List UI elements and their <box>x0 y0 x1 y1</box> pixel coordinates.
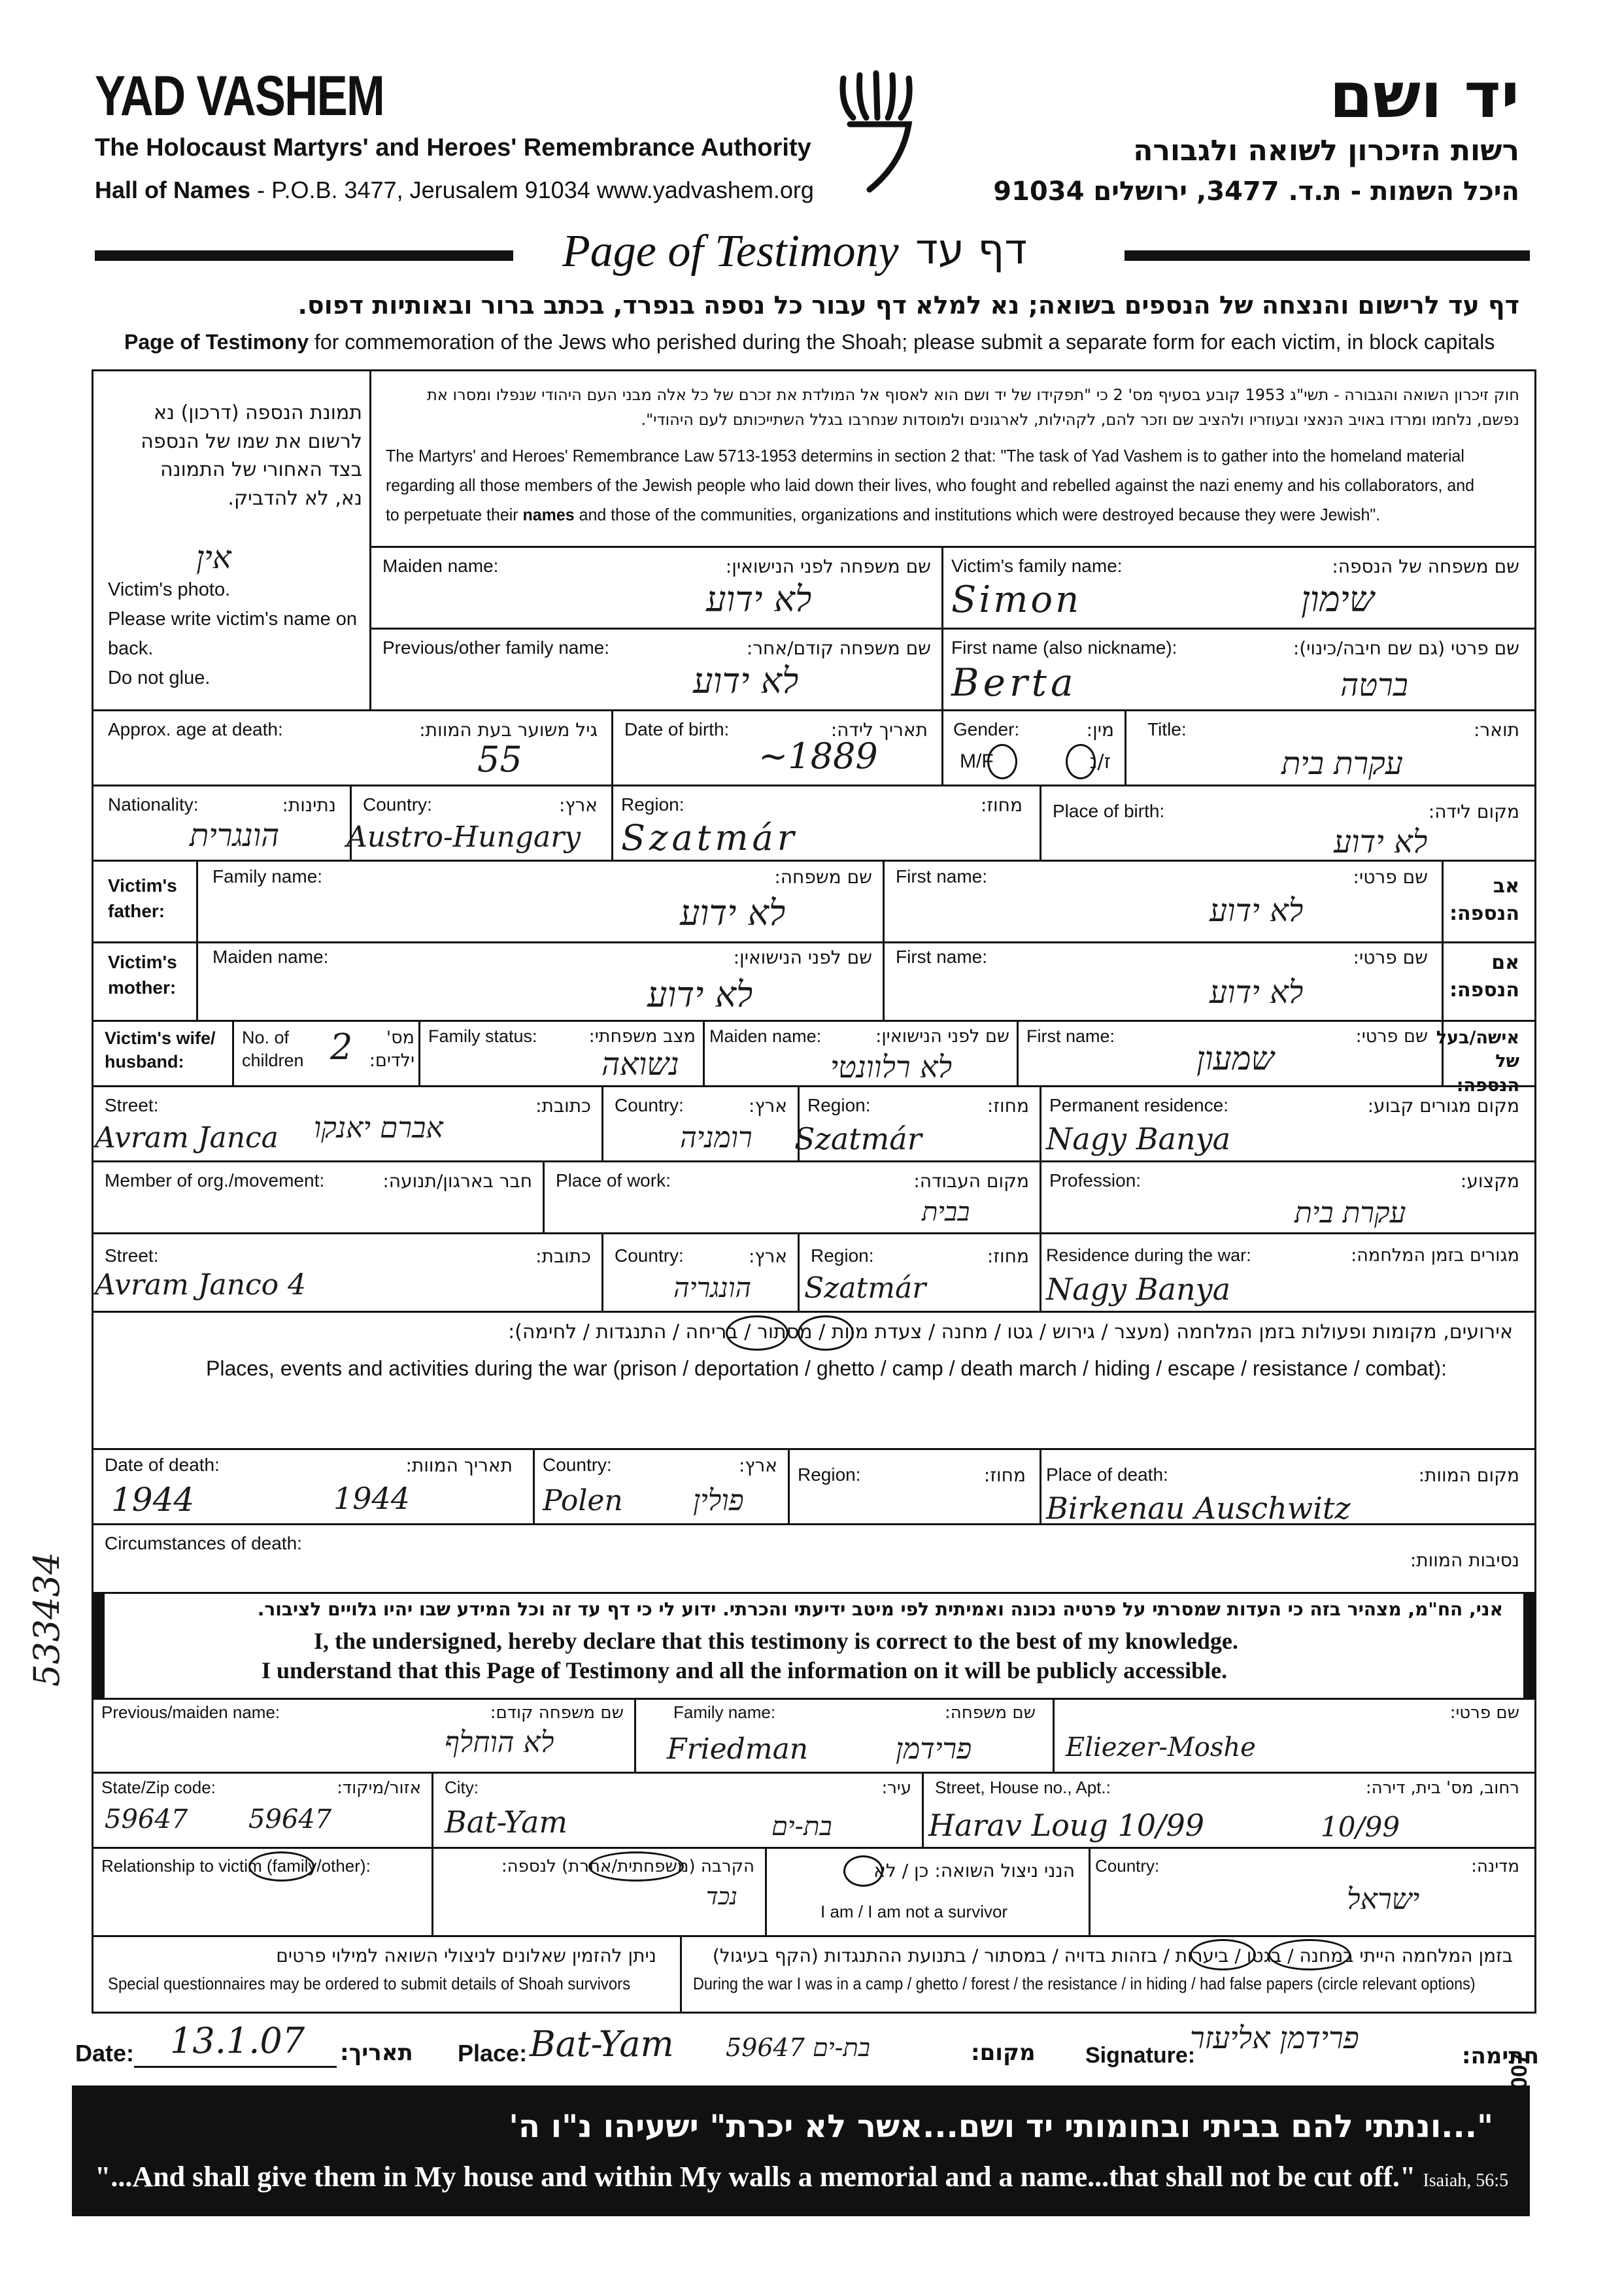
prewar-region-label-he: מחוז: <box>987 1095 1029 1117</box>
mother-first-value[interactable]: לא ידוע <box>1210 974 1304 1011</box>
law-text-en-2: regarding all those members of the Jewish people who laid down their lives, who fought and rebelled against the nazi enemy and his collaborators, and <box>386 475 1474 495</box>
death-date-label-he: תאריך המוות: <box>405 1455 513 1476</box>
col-line <box>611 785 613 860</box>
instructions-he: דף עד לרישום והנצחה של הנספים בשואה; נא למלא דף עבור כל נספה בנפרד, בכתב ברור ובאותיות דפוס. <box>297 291 1519 320</box>
declaration-en-2: I understand that this Page of Testimony and all the information on it will be publicly accessible. <box>262 1657 1228 1683</box>
row-line <box>369 628 1536 630</box>
authority-name-en: The Holocaust Martyrs' and Heroes' Remembrance Authority <box>95 134 811 161</box>
gender-label-he: מין: <box>1086 719 1114 741</box>
family-he-circle <box>588 1851 684 1882</box>
col-line <box>601 1232 603 1311</box>
hall-address-en <box>95 177 814 203</box>
col-line <box>1089 1847 1091 1935</box>
member-label: Member of org./movement: <box>105 1170 325 1190</box>
footer-verse-ref: Isaiah, 56:5 <box>1423 2170 1509 2191</box>
authority-name-he: רשות הזיכרון לשואה ולגבורה <box>1133 134 1519 167</box>
country-value[interactable]: Austro-Hungary <box>347 820 581 854</box>
wartime-region-label-he: מחוז: <box>987 1245 1029 1267</box>
mother-row-label-he: אם הנספה: <box>1449 951 1519 1002</box>
father-first-label-he: שם פרטי: <box>1353 866 1428 888</box>
dob-label-he: תאריך לידה: <box>830 719 928 741</box>
spouse-row-label-he: אישה/בעל של הנספה: <box>1436 1028 1519 1096</box>
col-line <box>543 1160 545 1232</box>
member-label-he: חבר בארגון/תנועה: <box>382 1170 532 1192</box>
submitter-family-value-he[interactable]: פרידמן <box>896 1732 972 1766</box>
col-line <box>941 709 943 785</box>
father-row-label-he: אב הנספה: <box>1449 875 1519 925</box>
org-name-en: YAD VASHEM <box>95 65 384 127</box>
signature-value[interactable]: פרידמן אליעזר <box>1190 2020 1359 2055</box>
prewar-country-label: Country: <box>615 1095 684 1115</box>
mother-row-label: Victim's mother: <box>108 952 177 998</box>
age-label: Approx. age at death: <box>108 719 283 739</box>
col-line <box>1040 1085 1041 1160</box>
footer-verse-he: "...ונתתי להם בביתי ובחומותי יד ושם...אשר לא יכרת" ישעיהו נ"ו ה' <box>509 2108 1493 2145</box>
wartime-country-label-he: ארץ: <box>748 1245 787 1267</box>
wartime-residence-value[interactable]: Nagy Banya <box>1046 1272 1230 1307</box>
death-place-label-he: מקום המוות: <box>1418 1464 1519 1486</box>
death-country-label-he: ארץ: <box>738 1455 777 1476</box>
col-line <box>1040 785 1041 860</box>
row-line <box>92 1160 1536 1162</box>
survivor-label-en: I am / I am not a survivor <box>820 1902 1008 1921</box>
col-line <box>788 1448 790 1523</box>
row-line <box>92 941 1536 943</box>
permanent-residence-value[interactable]: Nagy Banya <box>1046 1121 1230 1156</box>
relationship-label: Relationship to victim (family/other): <box>101 1856 371 1876</box>
title-value[interactable]: עקרת בית <box>1281 745 1403 782</box>
death-country-value-he[interactable]: פולין <box>693 1484 744 1517</box>
sign-place-label: Place: <box>458 2040 528 2067</box>
prewar-street-value-he[interactable]: אברם יאנקו <box>314 1111 443 1145</box>
spouse-row-label: Victim's wife/ husband: <box>105 1028 216 1072</box>
submitter-prev-label: Previous/maiden name: <box>101 1702 280 1722</box>
row-line <box>92 1448 1536 1450</box>
death-place-label: Place of death: <box>1046 1464 1168 1485</box>
dob-value[interactable]: ~1889 <box>758 735 878 777</box>
events-label-en: Places, events and activities during the war (prison / deportation / ghetto / camp / death march / hiding / escape / resistance / combat): <box>206 1357 1447 1380</box>
sign-place-label-he: מקום: <box>971 2040 1036 2066</box>
submitter-country-label-he: מדינה: <box>1471 1857 1519 1876</box>
sign-date-label-he: תאריך: <box>340 2040 413 2066</box>
circumstances-label-he: נסיבות המוות: <box>1410 1549 1519 1571</box>
mother-first-label-he: שם פרטי: <box>1353 947 1428 968</box>
submitter-first-label-he: שם פרטי: <box>1449 1703 1519 1723</box>
law-en-3a: to perpetuate their <box>386 505 523 524</box>
events-camp-circle <box>726 1315 788 1351</box>
spouse-maiden-value[interactable]: לא רלוונטי <box>830 1049 953 1085</box>
col-line <box>1040 1448 1041 1523</box>
family-name-value-en[interactable]: Simon <box>951 579 1082 621</box>
father-first-value[interactable]: לא ידוע <box>1210 892 1304 929</box>
family-circle <box>248 1851 314 1882</box>
col-line <box>680 1935 682 2014</box>
prewar-country-label-he: ארץ: <box>748 1095 787 1117</box>
pob-label-he: מקום לידה: <box>1428 801 1519 822</box>
row-line <box>92 1523 1536 1525</box>
prewar-region-value[interactable]: Szatmár <box>794 1121 922 1156</box>
title-label: Title: <box>1147 719 1187 739</box>
declaration-en-1: I, the undersigned, hereby declare that this testimony is correct to the best of my knowledge. <box>314 1628 1238 1654</box>
row-line <box>92 1935 1536 1937</box>
spouse-first-value[interactable]: שמעון <box>1196 1039 1274 1077</box>
events-ghetto-circle <box>798 1315 854 1351</box>
row-line <box>92 1085 1536 1087</box>
father-family-value[interactable]: לא ידוע <box>680 892 786 934</box>
war-status-camp-circle <box>1268 1939 1351 1970</box>
death-country-label: Country: <box>543 1455 612 1475</box>
region-label: Region: <box>621 794 685 815</box>
signature-label: Signature: <box>1085 2043 1196 2068</box>
father-first-label: First name: <box>896 866 988 886</box>
instructions-en-rest: for commemoration of the Jews who perished during the Shoah; please submit a separate form for each victim, in block capitals <box>309 330 1495 354</box>
hall-address-he: היכל השמות - ת.ד. 3477, ירושלים 91034 <box>993 177 1519 207</box>
family-status-value[interactable]: נשואה <box>601 1046 679 1083</box>
footer-verse-en <box>95 2161 1508 2194</box>
instructions-en <box>124 330 1495 354</box>
photo-divider <box>369 369 371 709</box>
col-line <box>922 1772 924 1847</box>
prewar-country-value[interactable]: רומניה <box>680 1121 753 1155</box>
pob-value[interactable]: לא ידוע <box>1334 824 1428 860</box>
wartime-street-label: Street: <box>105 1245 159 1266</box>
survivor-yes-circle <box>843 1855 883 1887</box>
row-line <box>92 1232 1536 1234</box>
instructions-en-bold: Page of Testimony <box>124 330 309 354</box>
city-value-en[interactable]: Bat-Yam <box>445 1804 568 1840</box>
prewar-street-value-en[interactable]: Avram Janca <box>95 1121 279 1155</box>
col-line <box>533 1448 535 1523</box>
death-region-label-he: מחוז: <box>983 1464 1026 1486</box>
row-line <box>92 1311 1536 1313</box>
region-value[interactable]: Szatmár <box>621 817 798 858</box>
mother-maiden-label-he: שם לפני הנישואין: <box>733 947 872 968</box>
dob-label: Date of birth: <box>624 719 730 739</box>
death-country-value-en[interactable]: Polen <box>543 1484 623 1517</box>
wartime-street-label-he: כתובת: <box>535 1245 591 1267</box>
mother-maiden-value[interactable]: לא ידוע <box>647 974 753 1015</box>
work-label-he: מקום העבודה: <box>913 1170 1029 1192</box>
row-line <box>369 546 1536 548</box>
maiden-name-value[interactable]: לא ידוע <box>706 579 812 620</box>
col-line <box>798 1232 800 1311</box>
war-status-he: בזמן המלחמה הייתי במחנה / בגטו / ביערות / בזהות בדויה / במסתור / בתנועת ההתנגדות (הקף בעיגול) <box>712 1945 1513 1967</box>
date-underline <box>134 2066 337 2068</box>
permanent-residence-label: Permanent residence: <box>1049 1095 1228 1115</box>
row-line <box>92 709 1536 711</box>
side-stamp-number: 533434 <box>26 1551 67 1687</box>
country-label-he: ארץ: <box>558 794 598 816</box>
children-value[interactable]: 2 <box>330 1026 353 1068</box>
gender-options[interactable]: M/F <box>960 751 994 772</box>
profession-label-he: מקצוע: <box>1460 1170 1519 1192</box>
wartime-region-label: Region: <box>811 1245 874 1266</box>
family-name-label: Victim's family name: <box>951 556 1123 576</box>
law-en-3c: and those of the communities, organizations and institutions which were destroyed because they were Jewish". <box>574 505 1381 524</box>
col-line <box>1125 709 1126 785</box>
wartime-country-label: Country: <box>615 1245 684 1266</box>
side-year-text: 2006/2007 <box>1507 2052 1532 2157</box>
submitter-prev-label-he: שם משפחה קודם: <box>490 1703 624 1723</box>
survivor-label-he: הנני ניצול השואה: כן / לא <box>873 1860 1075 1882</box>
sign-date-label: Date: <box>75 2040 135 2067</box>
page-title-en: Page of Testimony <box>562 226 899 277</box>
photo-label-he: תמונת הנספה (דרכון) נא לרשום את שמו של הנספה בצד האחורי של התמונה נא, לא להדביק. <box>141 401 362 510</box>
age-value[interactable]: 55 <box>477 739 522 780</box>
row-line <box>92 1847 1536 1849</box>
profession-label: Profession: <box>1049 1170 1142 1190</box>
street-label-he: רחוב, מס' בית, דירה: <box>1365 1778 1519 1798</box>
org-name-he: יד ושם <box>1329 59 1519 132</box>
wartime-residence-label: Residence during the war: <box>1046 1245 1251 1265</box>
age-label-he: גיל משוער בעת המוות: <box>419 719 598 741</box>
title-label-he: תואר: <box>1474 719 1519 741</box>
submitter-prev-value[interactable]: לא הוחלף <box>445 1726 554 1759</box>
nationality-label-he: נתינות: <box>282 794 336 816</box>
submitter-country-value[interactable]: ישראל <box>1347 1883 1420 1916</box>
first-name-label-he: שם פרטי (גם שם חיבה/כינוי): <box>1293 637 1519 659</box>
footer-verse-en-text: "...And shall give them in My house and within My walls a memorial and a name...that shall not be cut off." <box>95 2161 1416 2193</box>
spouse-maiden-label: Maiden name: <box>709 1026 822 1046</box>
col-line <box>634 1700 636 1772</box>
sign-date-value[interactable]: 13.1.07 <box>170 2020 305 2061</box>
events-label-he: אירועים, מקומות ופעולות בזמן המלחמה (מעצר / גירוש / גטו / מחנה / צעדת מוות / מסתור / בריחה / התנגדות / לחימה): <box>508 1321 1513 1343</box>
wartime-country-value[interactable]: הונגריה <box>673 1272 752 1304</box>
city-label: City: <box>445 1778 479 1797</box>
gender-he-circle <box>1066 744 1096 779</box>
nationality-label: Nationality: <box>108 794 199 815</box>
submitter-family-value-en[interactable]: Friedman <box>667 1732 809 1766</box>
city-value-he[interactable]: בת-ים <box>771 1812 832 1842</box>
city-label-he: עיר: <box>881 1778 911 1798</box>
permanent-residence-label-he: מקום מגורים קבוע: <box>1367 1095 1519 1117</box>
first-name-label: First name (also nickname): <box>951 637 1177 658</box>
father-family-label-he: שם משפחה: <box>774 866 872 888</box>
profession-value[interactable]: עקרת בית <box>1294 1196 1406 1230</box>
yad-vashem-logo-icon <box>830 65 928 196</box>
zip-value[interactable]: 59647 <box>105 1804 188 1834</box>
col-line <box>1040 1232 1041 1311</box>
questionnaire-he: ניתן להזמין שאלונים לניצולי השואה למילוי פרטים <box>276 1945 656 1967</box>
signature-label-he: חתימה: <box>1461 2043 1539 2069</box>
first-name-value-he[interactable]: ברטה <box>1340 667 1408 703</box>
spouse-first-label: First name: <box>1026 1026 1115 1046</box>
zip-label-he: אזור/מיקוד: <box>337 1778 421 1798</box>
law-text-en-3 <box>386 505 1380 525</box>
row-line <box>92 1772 1536 1774</box>
sign-place-value-he[interactable]: בת-ים 59647 <box>726 2033 870 2062</box>
prewar-street-label-he: כתובת: <box>535 1095 591 1117</box>
prev-name-value[interactable]: לא ידוע <box>693 660 799 701</box>
death-date-value[interactable]: 1944 <box>111 1481 195 1519</box>
father-family-label: Family name: <box>212 866 323 886</box>
prewar-street-label: Street: <box>105 1095 159 1115</box>
page-title-he: דף עד <box>915 226 1028 274</box>
photo-label-en: Victim's photo. Please write victim's name on back. Do not glue. <box>108 579 358 688</box>
col-line <box>703 1020 705 1085</box>
death-date-value-he[interactable]: 1944 <box>333 1481 411 1516</box>
gender-f-circle <box>987 744 1017 779</box>
wartime-residence-label-he: מגורים בזמן המלחמה: <box>1351 1245 1519 1266</box>
street-value-he[interactable]: 10/99 <box>1321 1811 1400 1843</box>
family-name-label-he: שם משפחה של הנספה: <box>1332 556 1519 577</box>
gender-label: Gender: <box>953 719 1020 739</box>
wartime-street-value[interactable]: Avram Janco 4 <box>95 1268 307 1302</box>
death-date-label: Date of death: <box>105 1455 220 1475</box>
submitter-family-label-he: שם משפחה: <box>945 1703 1036 1723</box>
col-line <box>196 860 198 1020</box>
region-label-he: מחוז: <box>980 794 1023 816</box>
law-en-3b: names <box>522 505 575 524</box>
col-line <box>611 709 613 785</box>
work-label: Place of work: <box>556 1170 671 1190</box>
spouse-maiden-label-he: שם לפני הנישואין: <box>875 1026 1009 1047</box>
declaration-he: אני, הח"מ, מצהיר בזה כי העדות שמסרתי על פרטיה נכונה ואמיתית לפי מיטב ידיעתי והכרתי. ידוע לי כי דף עד זה וכל המידע שבו יהיו גלויים לציבור. <box>257 1598 1503 1620</box>
prewar-region-label: Region: <box>807 1095 871 1115</box>
relationship-label-he: הקרבה (משפחתית/אחרת) לנספה: <box>501 1857 754 1876</box>
war-status-ghetto-circle <box>1190 1939 1256 1970</box>
footer-band <box>72 2085 1530 2216</box>
law-text-he: חוק זיכרון השואה והגבורה - תשי"ג 1953 קובע בסעיף מס' 2 כי "תפקידו של יד ושם הוא לאסוף אל המולדת את זכרם של כל אלה מבני העם היהודי שנפלו ומסרו את נפשם, נלחמו ומרדו באויב הנאצי ובעוזריו ולהציב שם וזכר להם, לקהילות, לארגונים ולמוסדות שנחרבו בגלל השתייכותם לעם היהודי". <box>427 386 1519 430</box>
submitter-first-value[interactable]: Eliezer-Moshe <box>1066 1732 1256 1763</box>
prev-name-label-he: שם משפחה קודם/אחר: <box>746 637 931 659</box>
nationality-value[interactable]: הונגרית <box>190 817 280 854</box>
hall-label: Hall of Names <box>95 177 251 203</box>
col-line <box>431 1772 433 1935</box>
war-status-en: During the war I was in a camp / ghetto / forest / the resistance / in hiding / had false papers (circle relevant options) <box>693 1974 1476 1993</box>
gender-options-he[interactable]: ז/נ <box>1089 751 1111 773</box>
maiden-name-label: Maiden name: <box>382 556 499 576</box>
maiden-name-label-he: שם משפחה לפני הנישואין: <box>725 556 931 577</box>
submitter-country-label: Country: <box>1095 1856 1160 1876</box>
street-label: Street, House no., Apt.: <box>935 1778 1111 1797</box>
zip-label: State/Zip code: <box>101 1778 216 1797</box>
country-label: Country: <box>363 794 432 815</box>
family-name-value-he[interactable]: שימון <box>1301 579 1374 620</box>
prev-name-label: Previous/other family name: <box>382 637 610 658</box>
row-line <box>92 860 1536 862</box>
children-label: No. of children <box>242 1028 304 1071</box>
col-line <box>1053 1700 1055 1772</box>
col-line <box>601 1085 603 1160</box>
mother-maiden-label: Maiden name: <box>212 947 329 967</box>
family-status-label: Family status: <box>428 1026 537 1046</box>
wartime-region-value[interactable]: Szatmár <box>804 1272 926 1305</box>
relationship-value[interactable]: נכד <box>706 1883 737 1910</box>
hall-address: - P.O.B. 3477, Jerusalem 91034 www.yadvashem.org <box>257 177 814 203</box>
row-line <box>92 1020 1536 1022</box>
col-line <box>883 860 885 1020</box>
title-bar-right <box>1125 250 1530 261</box>
zip-value-2[interactable]: 59647 <box>248 1804 332 1834</box>
children-label-he: מס' ילדים: <box>369 1028 414 1072</box>
spouse-first-label-he: שם פרטי: <box>1355 1026 1428 1047</box>
col-line <box>418 1020 420 1085</box>
photo-handwritten: אין <box>196 539 231 576</box>
title-bar-left <box>95 250 513 261</box>
mother-first-label: First name: <box>896 947 988 967</box>
circumstances-label: Circumstances of death: <box>105 1533 302 1553</box>
father-row-label: Victim's father: <box>108 875 177 922</box>
submitter-family-label: Family name: <box>673 1702 776 1722</box>
pob-label: Place of birth: <box>1053 801 1165 821</box>
first-name-value-en[interactable]: Berta <box>951 660 1077 705</box>
death-place-value[interactable]: Birkenau Auschwitz <box>1046 1491 1351 1526</box>
row-line <box>92 785 1536 786</box>
street-value-en[interactable]: Harav Loug 10/99 <box>928 1808 1205 1843</box>
col-line <box>1017 1020 1019 1085</box>
sign-place-value[interactable]: Bat-Yam <box>530 2023 674 2065</box>
questionnaire-en: Special questionnaires may be ordered to submit details of Shoah survivors <box>108 1974 631 1993</box>
family-status-label-he: מצב משפחתי: <box>588 1026 696 1047</box>
col-line <box>1040 1160 1041 1232</box>
col-line <box>765 1847 767 1935</box>
death-region-label: Region: <box>798 1464 861 1485</box>
law-text-en-1: The Martyrs' and Heroes' Remembrance Law 5713-1953 determins in section 2 that: "The task of Yad Vashem is to gather into the homeland material <box>386 446 1464 465</box>
work-value[interactable]: בבית <box>922 1197 970 1227</box>
